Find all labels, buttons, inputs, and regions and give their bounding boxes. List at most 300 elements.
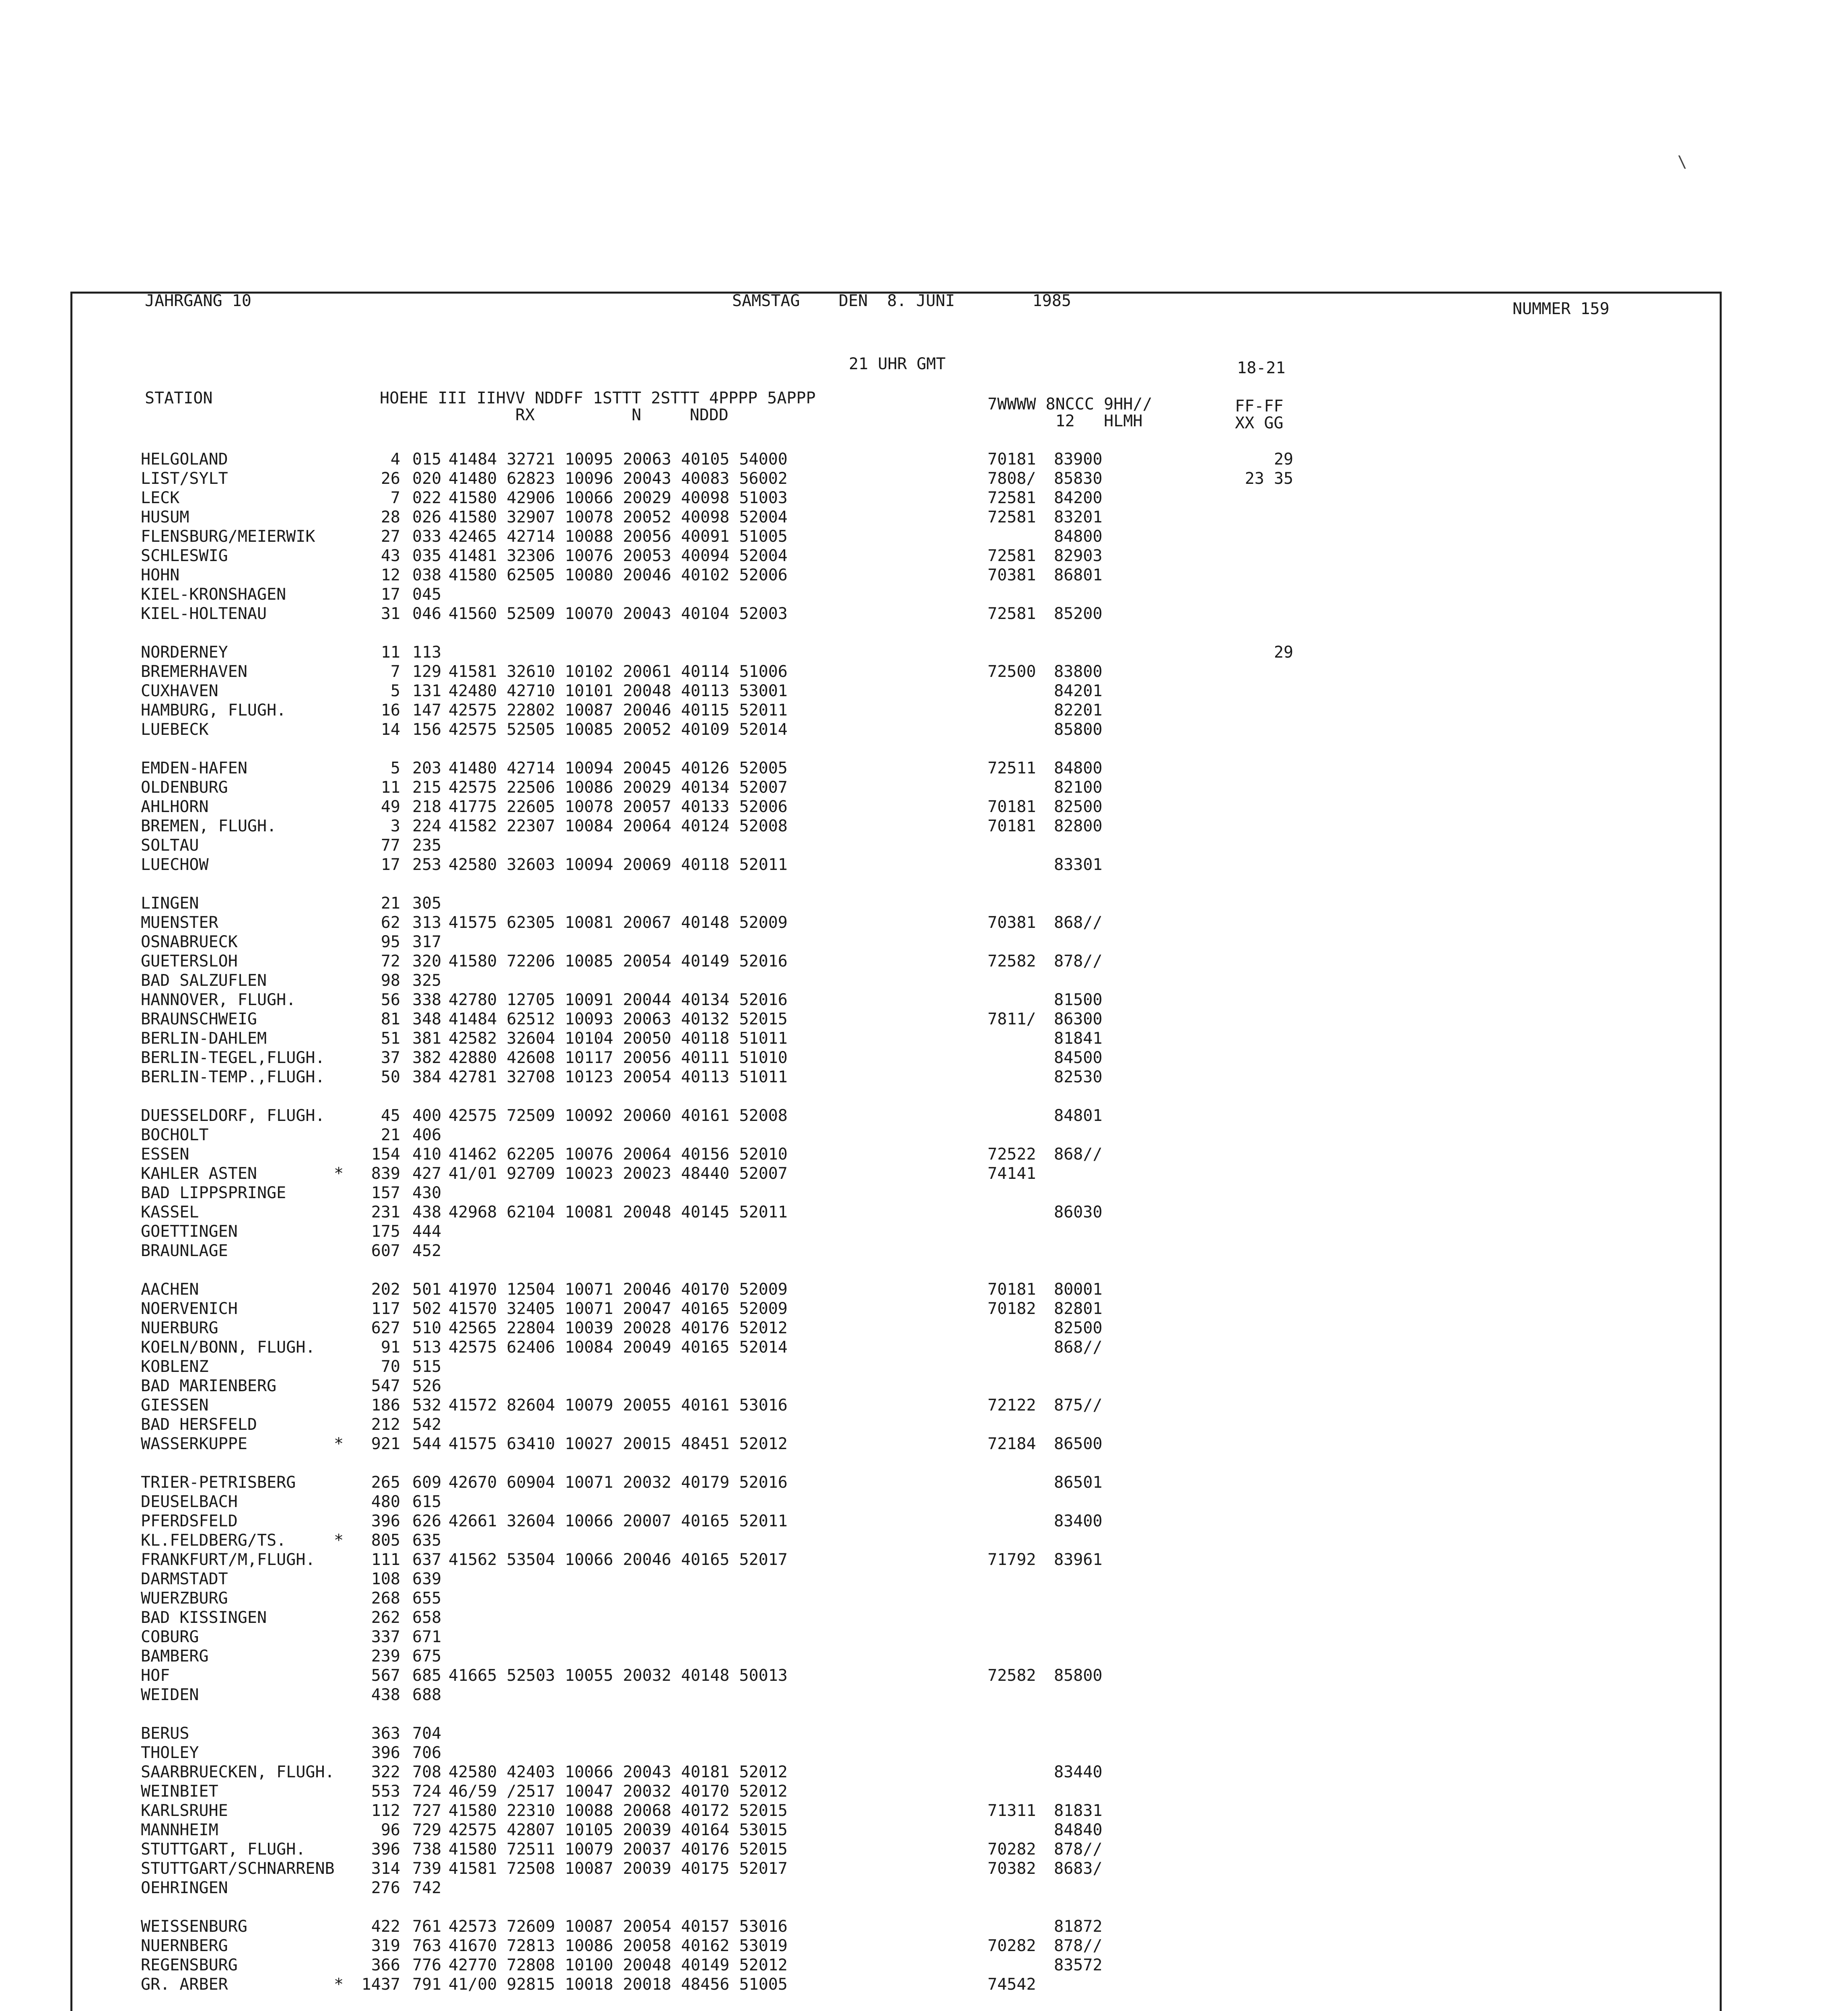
table-row — [0, 1685, 1848, 1705]
table-row — [0, 1589, 1848, 1608]
station-index: 637 — [412, 1550, 442, 1569]
synop-groups: 42582 32604 10104 20050 40118 51011 — [449, 1029, 788, 1048]
synop-groups: 42880 42608 10117 20056 40111 51010 — [449, 1049, 788, 1067]
station-index: 742 — [412, 1879, 442, 1897]
table-row — [0, 932, 1848, 952]
main-group-subheader: RX N NDDD — [380, 406, 728, 424]
station-index: 038 — [412, 566, 442, 584]
station-index: 708 — [412, 1763, 442, 1781]
cloud-group: 82903 — [1054, 547, 1103, 565]
station-height: 547 — [371, 1377, 400, 1395]
station-index: 724 — [412, 1782, 442, 1801]
station-height: 27 — [381, 527, 400, 546]
synop-groups: 46/59 /2517 10047 20032 40170 52012 — [449, 1782, 788, 1801]
station-height: 45 — [381, 1106, 400, 1125]
station-index: 113 — [412, 643, 442, 662]
station-index: 655 — [412, 1589, 442, 1608]
cloud-group: 84840 — [1054, 1821, 1103, 1839]
station-height: 11 — [381, 643, 400, 662]
table-row — [0, 488, 1848, 508]
cloud-group: 868// — [1054, 913, 1103, 932]
synop-groups: 42575 22506 10086 20029 40134 52007 — [449, 778, 788, 797]
table-row — [0, 1396, 1848, 1415]
station-name: GUETERSLOH — [141, 952, 238, 971]
cloud-group: 82500 — [1054, 1319, 1103, 1337]
table-row — [0, 1820, 1848, 1840]
station-index: 761 — [412, 1917, 442, 1936]
table-row — [0, 508, 1848, 527]
synop-groups: 41484 32721 10095 20063 40105 54000 — [449, 450, 788, 469]
synop-groups: 42781 32708 10123 20054 40113 51011 — [449, 1068, 788, 1086]
station-name: WUERZBURG — [141, 1589, 228, 1608]
cloud-group: 868// — [1054, 1145, 1103, 1164]
cloud-group: 8683/ — [1054, 1859, 1103, 1878]
table-row — [0, 990, 1848, 1010]
cloud-group: 86030 — [1054, 1203, 1103, 1221]
station-index: 615 — [412, 1493, 442, 1511]
table-row — [0, 1145, 1848, 1164]
station-height: 337 — [371, 1628, 400, 1646]
cloud-group: 878// — [1054, 952, 1103, 971]
synop-groups: 42565 22804 10039 20028 40176 52012 — [449, 1319, 788, 1337]
weather-group: 74141 — [988, 1164, 1036, 1183]
synop-groups: 41580 22310 10088 20068 40172 52015 — [449, 1801, 788, 1820]
table-row — [0, 1666, 1848, 1685]
station-height: 202 — [371, 1280, 400, 1299]
weather-group: 74542 — [988, 1975, 1036, 1994]
table-row — [0, 1724, 1848, 1743]
station-name: HELGOLAND — [141, 450, 228, 469]
station-index: 035 — [412, 547, 442, 565]
station-name: BREMERHAVEN — [141, 662, 247, 681]
station-name: WEISSENBURG — [141, 1917, 247, 1936]
cloud-group: 82530 — [1054, 1068, 1103, 1086]
cloud-group: 83201 — [1054, 508, 1103, 526]
table-row — [0, 450, 1848, 469]
weather-group: 72184 — [988, 1435, 1036, 1453]
table-row — [0, 1318, 1848, 1338]
station-name: FLENSBURG/MEIERWIK — [141, 527, 315, 546]
station-index: 729 — [412, 1821, 442, 1839]
synop-groups: 41562 53504 10066 20046 40165 52017 — [449, 1550, 788, 1569]
station-name: NORDERNEY — [141, 643, 228, 662]
synop-groups: 41575 62305 10081 20067 40148 52009 — [449, 913, 788, 932]
station-index: 320 — [412, 952, 442, 971]
cloud-group: 85800 — [1054, 720, 1103, 739]
weather-group: 72581 — [988, 605, 1036, 623]
station-name: GR. ARBER — [141, 1975, 228, 1994]
synop-groups: 41581 72508 10087 20039 40175 52017 — [449, 1859, 788, 1878]
station-index: 045 — [412, 585, 442, 604]
cloud-group: 84800 — [1054, 759, 1103, 777]
cloud-group: 84801 — [1054, 1106, 1103, 1125]
weather-group: 71792 — [988, 1550, 1036, 1569]
table-row — [0, 720, 1848, 739]
table-row — [0, 1067, 1848, 1087]
table-row — [0, 1782, 1848, 1801]
table-row — [0, 952, 1848, 971]
cloud-group: 85800 — [1054, 1666, 1103, 1685]
mountain-station-marker: * — [334, 1975, 344, 1994]
station-name: NOERVENICH — [141, 1300, 238, 1318]
station-name: THOLEY — [141, 1744, 199, 1762]
station-index: 739 — [412, 1859, 442, 1878]
station-height: 921 — [371, 1435, 400, 1453]
table-row — [0, 1203, 1848, 1222]
weather-group: 70182 — [988, 1300, 1036, 1318]
weather-group: 70282 — [988, 1840, 1036, 1859]
station-height: 108 — [371, 1570, 400, 1588]
station-name: KARLSRUHE — [141, 1801, 228, 1820]
table-row — [0, 1415, 1848, 1434]
cloud-group: 81872 — [1054, 1917, 1103, 1936]
table-row — [0, 527, 1848, 546]
station-height: 4 — [390, 450, 400, 469]
station-index: 639 — [412, 1570, 442, 1588]
station-name: AACHEN — [141, 1280, 199, 1299]
station-height: 5 — [390, 759, 400, 777]
station-name: PFERDSFELD — [141, 1512, 238, 1530]
station-height: 3 — [390, 817, 400, 835]
table-row — [0, 1222, 1848, 1241]
station-index: 502 — [412, 1300, 442, 1318]
station-name: OEHRINGEN — [141, 1879, 228, 1897]
station-height: 607 — [371, 1242, 400, 1260]
station-name: LIST/SYLT — [141, 469, 228, 488]
station-name: FRANKFURT/M,FLUGH. — [141, 1550, 315, 1569]
station-name: BOCHOLT — [141, 1126, 209, 1144]
station-name: HAMBURG, FLUGH. — [141, 701, 286, 720]
cloud-group: 85830 — [1054, 469, 1103, 488]
table-row — [0, 1840, 1848, 1859]
synop-groups: 41775 22605 10078 20057 40133 52006 — [449, 798, 788, 816]
station-height: 262 — [371, 1608, 400, 1627]
cloud-group: 86500 — [1054, 1435, 1103, 1453]
station-height: 81 — [381, 1010, 400, 1028]
station-height: 265 — [371, 1473, 400, 1492]
station-name: WASSERKUPPE — [141, 1435, 247, 1453]
mountain-station-marker: * — [334, 1531, 344, 1550]
station-name: BAD HERSFELD — [141, 1415, 257, 1434]
table-row — [0, 1627, 1848, 1647]
station-height: 396 — [371, 1512, 400, 1530]
weather-group: 70181 — [988, 798, 1036, 816]
station-name: STUTTGART/SCHNARRENB — [141, 1859, 335, 1878]
cloud-group: 80001 — [1054, 1280, 1103, 1299]
station-height: 50 — [381, 1068, 400, 1086]
station-index: 776 — [412, 1956, 442, 1974]
synop-groups: 41/00 92815 10018 20018 48456 51005 — [449, 1975, 788, 1994]
station-height: 567 — [371, 1666, 400, 1685]
table-row — [0, 836, 1848, 855]
table-row — [0, 1299, 1848, 1318]
weather-group: 72581 — [988, 547, 1036, 565]
synop-groups: 42780 12705 10091 20044 40134 52016 — [449, 991, 788, 1009]
wind-header: FF-FF — [1235, 397, 1284, 415]
station-name: TRIER-PETRISBERG — [141, 1473, 296, 1492]
volume-label: JAHRGANG 10 — [145, 292, 251, 310]
station-name: WEINBIET — [141, 1782, 218, 1801]
station-name: COBURG — [141, 1628, 199, 1646]
station-index: 033 — [412, 527, 442, 546]
station-height: 112 — [371, 1801, 400, 1820]
synop-groups: 41481 32306 10076 20053 40094 52004 — [449, 547, 788, 565]
synop-groups: 42480 42710 10101 20048 40113 53001 — [449, 682, 788, 700]
wind-gust: 29 — [1274, 450, 1293, 469]
cloud-group: 82801 — [1054, 1300, 1103, 1318]
station-height: 239 — [371, 1647, 400, 1666]
table-row — [0, 604, 1848, 623]
table-row — [0, 1338, 1848, 1357]
station-name: WEIDEN — [141, 1686, 199, 1704]
station-height: 43 — [381, 547, 400, 565]
station-name: OSNABRUECK — [141, 933, 238, 951]
station-height: 91 — [381, 1338, 400, 1357]
station-index: 382 — [412, 1049, 442, 1067]
station-name: HANNOVER, FLUGH. — [141, 991, 296, 1009]
table-row — [0, 1029, 1848, 1048]
station-index: 406 — [412, 1126, 442, 1144]
weather-group: 7811/ — [988, 1010, 1036, 1028]
weather-group-header: 7WWWW 8NCCC 9HH// — [988, 395, 1152, 413]
station-height: 231 — [371, 1203, 400, 1221]
table-row — [0, 701, 1848, 720]
synop-groups: 42575 62406 10084 20049 40165 52014 — [449, 1338, 788, 1357]
synop-groups: 42465 42714 10088 20056 40091 51005 — [449, 527, 788, 546]
station-height: 95 — [381, 933, 400, 951]
table-row — [0, 913, 1848, 932]
station-index: 671 — [412, 1628, 442, 1646]
table-row — [0, 1376, 1848, 1396]
station-name: KIEL-KRONSHAGEN — [141, 585, 286, 604]
table-row — [0, 816, 1848, 836]
station-height: 627 — [371, 1319, 400, 1337]
synop-groups: 41575 63410 10027 20015 48451 52012 — [449, 1435, 788, 1453]
table-row — [0, 1010, 1848, 1029]
station-index: 635 — [412, 1531, 442, 1550]
table-row — [0, 1859, 1848, 1878]
station-name: KIEL-HOLTENAU — [141, 605, 267, 623]
station-height: 157 — [371, 1184, 400, 1202]
station-height: 111 — [371, 1550, 400, 1569]
station-index: 544 — [412, 1435, 442, 1453]
table-row — [0, 759, 1848, 778]
table-row — [0, 546, 1848, 565]
station-name: DARMSTADT — [141, 1570, 228, 1588]
table-row — [0, 1743, 1848, 1762]
table-row — [0, 797, 1848, 816]
cloud-group: 868// — [1054, 1338, 1103, 1357]
station-index: 131 — [412, 682, 442, 700]
station-index: 313 — [412, 913, 442, 932]
station-name: GIESSEN — [141, 1396, 209, 1415]
station-index: 325 — [412, 971, 442, 990]
cloud-group: 82500 — [1054, 798, 1103, 816]
station-name: REGENSBURG — [141, 1956, 238, 1974]
station-index: 253 — [412, 855, 442, 874]
station-index: 156 — [412, 720, 442, 739]
station-index: 626 — [412, 1512, 442, 1530]
station-height: 16 — [381, 701, 400, 720]
station-index: 317 — [412, 933, 442, 951]
station-index: 430 — [412, 1184, 442, 1202]
station-height: 553 — [371, 1782, 400, 1801]
station-height: 21 — [381, 1126, 400, 1144]
weather-group: 72581 — [988, 489, 1036, 507]
cloud-group: 85200 — [1054, 605, 1103, 623]
station-name: BREMEN, FLUGH. — [141, 817, 277, 835]
cloud-group: 84800 — [1054, 527, 1103, 546]
wind-gust: 23 35 — [1245, 469, 1293, 488]
table-row — [0, 894, 1848, 913]
station-name: LINGEN — [141, 894, 199, 913]
table-row — [0, 1106, 1848, 1125]
synop-groups: 41580 72511 10079 20037 40176 52015 — [449, 1840, 788, 1859]
station-height: 438 — [371, 1686, 400, 1704]
station-index: 704 — [412, 1724, 442, 1743]
table-row — [0, 1125, 1848, 1145]
station-index: 763 — [412, 1937, 442, 1955]
station-index: 438 — [412, 1203, 442, 1221]
station-height: 322 — [371, 1763, 400, 1781]
weather-group: 70181 — [988, 450, 1036, 469]
station-index: 706 — [412, 1744, 442, 1762]
station-name: GOETTINGEN — [141, 1222, 238, 1241]
station-name: SCHLESWIG — [141, 547, 228, 565]
station-name: BRAUNSCHWEIG — [141, 1010, 257, 1028]
weather-group: 7808/ — [988, 469, 1036, 488]
table-row — [0, 1608, 1848, 1627]
station-name: OLDENBURG — [141, 778, 228, 797]
station-index: 609 — [412, 1473, 442, 1492]
station-name: NUERNBERG — [141, 1937, 228, 1955]
synop-groups: 41572 82604 10079 20055 40161 53016 — [449, 1396, 788, 1415]
station-name: HUSUM — [141, 508, 189, 526]
station-index: 046 — [412, 605, 442, 623]
synop-groups: 41580 72206 10085 20054 40149 52016 — [449, 952, 788, 971]
station-height: 276 — [371, 1879, 400, 1897]
station-name: AHLHORN — [141, 798, 209, 816]
station-index: 305 — [412, 894, 442, 913]
station-index: 235 — [412, 836, 442, 855]
synop-groups: 41582 22307 10084 20064 40124 52008 — [449, 817, 788, 835]
period-range: 18-21 — [1237, 359, 1286, 377]
station-index: 020 — [412, 469, 442, 488]
table-row — [0, 469, 1848, 488]
station-index: 658 — [412, 1608, 442, 1627]
table-row — [0, 565, 1848, 585]
table-row — [0, 1434, 1848, 1454]
cloud-group: 875// — [1054, 1396, 1103, 1415]
station-name: STUTTGART, FLUGH. — [141, 1840, 306, 1859]
table-row — [0, 1917, 1848, 1936]
station-name: KOELN/BONN, FLUGH. — [141, 1338, 315, 1357]
synop-groups: 42575 52505 10085 20052 40109 52014 — [449, 720, 788, 739]
station-name: BAD LIPPSPRINGE — [141, 1184, 286, 1202]
station-index: 203 — [412, 759, 442, 777]
synop-groups: 42661 32604 10066 20007 40165 52011 — [449, 1512, 788, 1530]
scan-mark: \ — [1677, 153, 1687, 171]
station-name: KOBLENZ — [141, 1357, 209, 1376]
station-name: SOLTAU — [141, 836, 199, 855]
weather-group: 70382 — [988, 1859, 1036, 1878]
station-height: 175 — [371, 1222, 400, 1241]
cloud-group: 83572 — [1054, 1956, 1103, 1974]
table-row — [0, 1936, 1848, 1955]
station-height: 37 — [381, 1049, 400, 1067]
station-name: CUXHAVEN — [141, 682, 218, 700]
station-index: 410 — [412, 1145, 442, 1164]
station-index: 515 — [412, 1357, 442, 1376]
station-index: 400 — [412, 1106, 442, 1125]
table-row — [0, 1762, 1848, 1782]
cloud-group: 86801 — [1054, 566, 1103, 584]
synop-groups: 41665 52503 10055 20032 40148 50013 — [449, 1666, 788, 1685]
station-index: 513 — [412, 1338, 442, 1357]
weather-group: 70282 — [988, 1937, 1036, 1955]
table-row — [0, 1473, 1848, 1492]
weather-group: 70181 — [988, 1280, 1036, 1299]
issue-number: NUMMER 159 — [1513, 300, 1609, 318]
station-name: BERLIN-DAHLEM — [141, 1029, 267, 1048]
cloud-group: 82800 — [1054, 817, 1103, 835]
wind-subheader: XX GG — [1235, 414, 1284, 432]
station-index: 727 — [412, 1801, 442, 1820]
table-row — [0, 662, 1848, 681]
station-height: 12 — [381, 566, 400, 584]
station-height: 56 — [381, 991, 400, 1009]
station-height: 14 — [381, 720, 400, 739]
weather-group: 72522 — [988, 1145, 1036, 1164]
station-name: SAARBRUECKEN, FLUGH. — [141, 1763, 335, 1781]
station-name: HOF — [141, 1666, 170, 1685]
station-name: BERUS — [141, 1724, 189, 1743]
station-height: 319 — [371, 1937, 400, 1955]
station-height: 7 — [390, 489, 400, 507]
station-height: 396 — [371, 1744, 400, 1762]
station-name: DEUSELBACH — [141, 1493, 238, 1511]
weather-group: 70181 — [988, 817, 1036, 835]
station-index: 384 — [412, 1068, 442, 1086]
station-name: LUECHOW — [141, 855, 209, 874]
table-row — [0, 1975, 1848, 1994]
station-name: EMDEN-HAFEN — [141, 759, 247, 777]
weather-group: 70381 — [988, 913, 1036, 932]
station-index: 022 — [412, 489, 442, 507]
station-index: 444 — [412, 1222, 442, 1241]
synop-groups: 42968 62104 10081 20048 40145 52011 — [449, 1203, 788, 1221]
station-index: 381 — [412, 1029, 442, 1048]
station-name: HOHN — [141, 566, 180, 584]
mountain-station-marker: * — [334, 1435, 344, 1453]
table-row — [0, 1647, 1848, 1666]
station-index: 685 — [412, 1666, 442, 1685]
station-height: 96 — [381, 1821, 400, 1839]
station-name: MANNHEIM — [141, 1821, 218, 1839]
station-height: 363 — [371, 1724, 400, 1743]
station-index: 129 — [412, 662, 442, 681]
table-row — [0, 1511, 1848, 1531]
station-height: 21 — [381, 894, 400, 913]
station-name: BRAUNLAGE — [141, 1242, 228, 1260]
station-height: 51 — [381, 1029, 400, 1048]
table-row — [0, 1801, 1848, 1820]
synop-groups: 41462 62205 10076 20064 40156 52010 — [449, 1145, 788, 1164]
station-height: 62 — [381, 913, 400, 932]
table-row — [0, 1357, 1848, 1376]
cloud-group: 86501 — [1054, 1473, 1103, 1492]
weather-group: 70381 — [988, 566, 1036, 584]
